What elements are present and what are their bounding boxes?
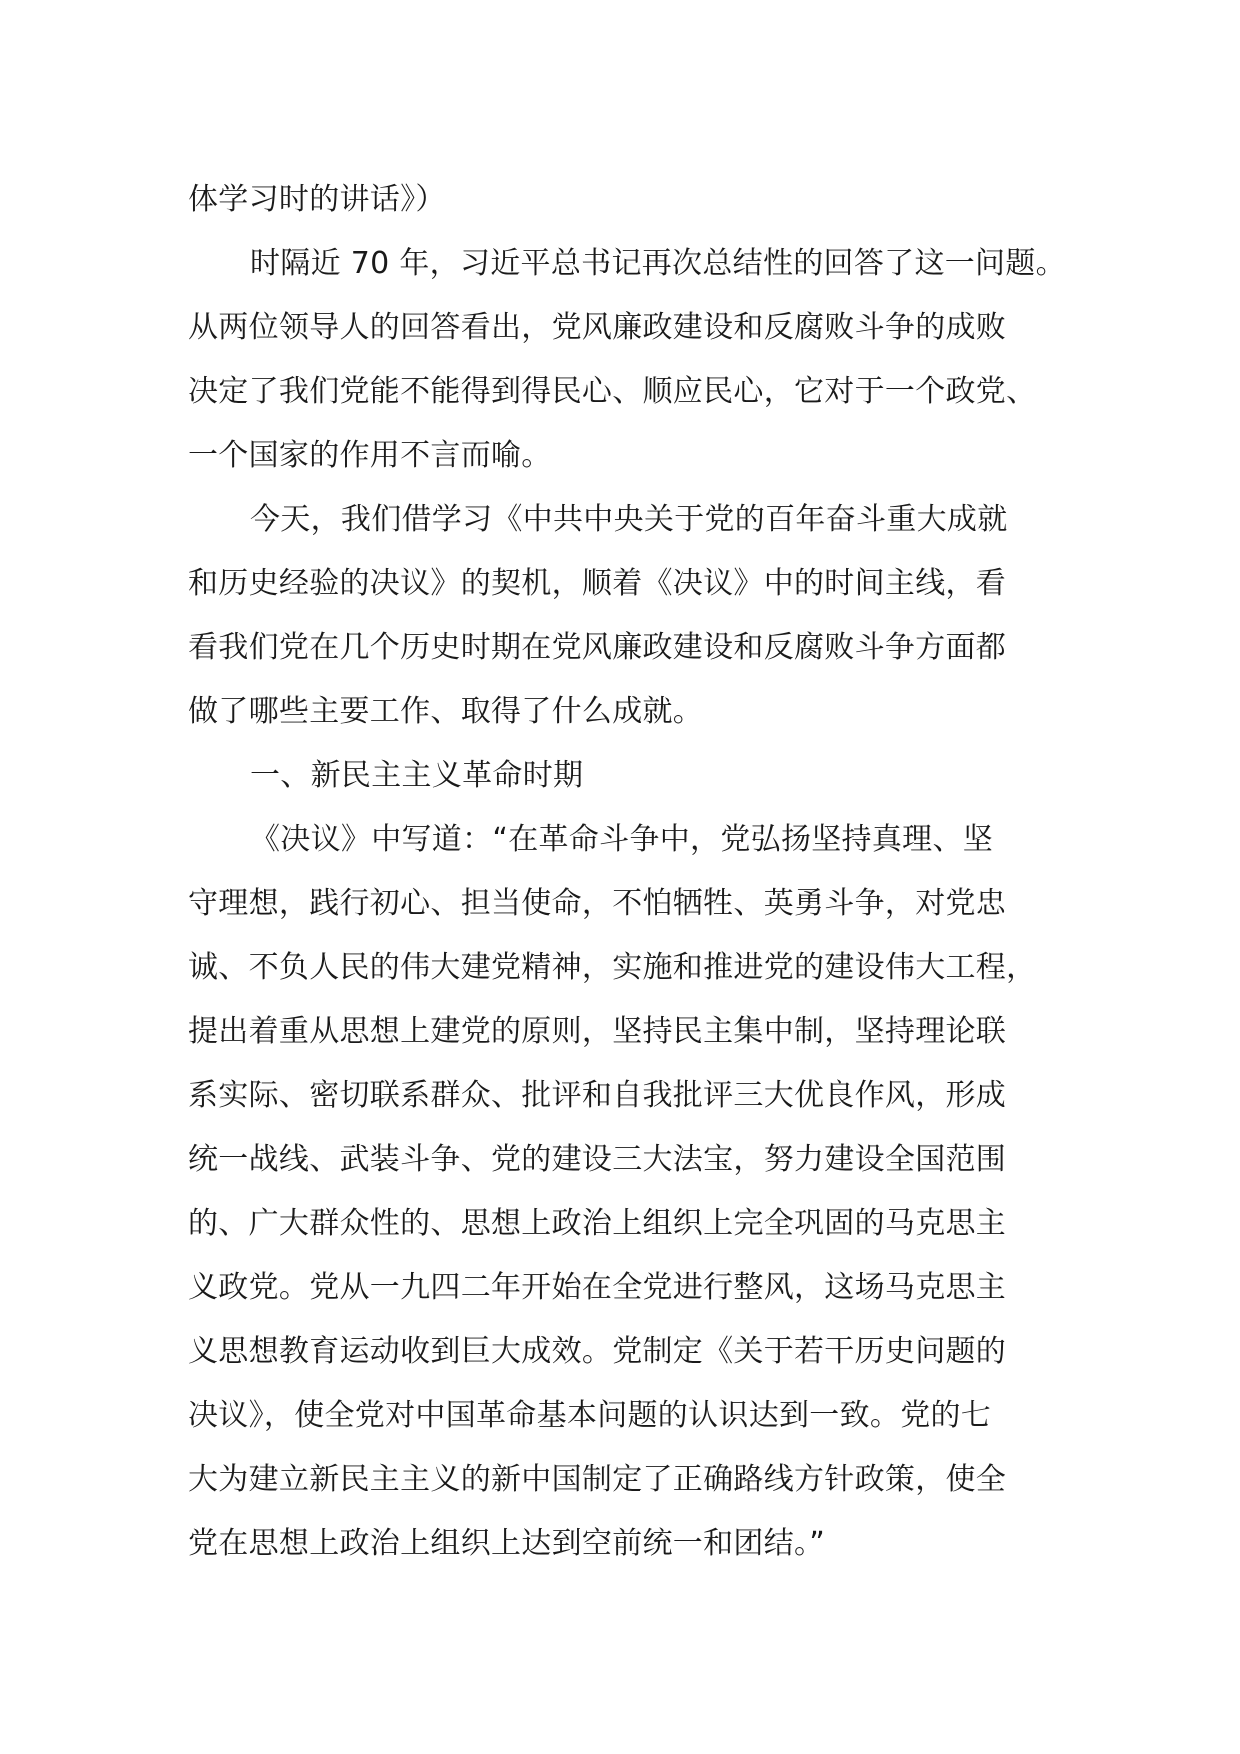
text-line: 诚、不负人民的伟大建党精神，实施和推进党的建设伟大工程， bbox=[188, 950, 1037, 985]
text-line: 义政党。党从一九四二年开始在全党进行整风，这场马克思主 bbox=[188, 1270, 1007, 1305]
text-line: 从两位领导人的回答看出，党风廉政建设和反腐败斗争的成败 bbox=[188, 310, 1007, 345]
text-line: 《决议》中写道：“在革命斗争中，党弘扬坚持真理、坚 bbox=[250, 822, 994, 857]
text-line: 时隔近 70 年，习近平总书记再次总结性的回答了这一问题。 bbox=[250, 246, 1066, 281]
text-line: 大为建立新民主主义的新中国制定了正确路线方针政策，使全 bbox=[188, 1462, 1007, 1497]
text-line: 义思想教育运动收到巨大成效。党制定《关于若干历史问题的 bbox=[188, 1334, 1007, 1369]
text-line: 守理想，践行初心、担当使命，不怕牺牲、英勇斗争，对党忠 bbox=[188, 886, 1007, 921]
text-line: 决议》，使全党对中国革命基本问题的认识达到一致。党的七 bbox=[188, 1398, 992, 1433]
text-line: 和历史经验的决议》的契机，顺着《决议》中的时间主线，看 bbox=[188, 566, 1007, 601]
text-line: 今天，我们借学习《中共中央关于党的百年奋斗重大成就 bbox=[250, 502, 1008, 537]
section-heading: 一、新民主主义革命时期 bbox=[250, 758, 584, 793]
text-line: 一个国家的作用不言而喻。 bbox=[188, 438, 552, 473]
text-line: 决定了我们党能不能得到得民心、顺应民心，它对于一个政党、 bbox=[188, 374, 1037, 409]
text-line: 提出着重从思想上建党的原则，坚持民主集中制，坚持理论联 bbox=[188, 1014, 1007, 1049]
text-line: 的、广大群众性的、思想上政治上组织上完全巩固的马克思主 bbox=[188, 1206, 1007, 1241]
text-line: 党在思想上政治上组织上达到空前统一和团结。” bbox=[188, 1526, 826, 1561]
text-line: 体学习时的讲话》） bbox=[188, 182, 446, 217]
text-line: 看我们党在几个历史时期在党风廉政建设和反腐败斗争方面都 bbox=[188, 630, 1007, 665]
body-text bbox=[188, 168, 1088, 1576]
text-line: 统一战线、武装斗争、党的建设三大法宝，努力建设全国范围 bbox=[188, 1142, 1007, 1177]
text-line: 做了哪些主要工作、取得了什么成就。 bbox=[188, 694, 704, 729]
text-line: 系实际、密切联系群众、批评和自我批评三大优良作风，形成 bbox=[188, 1078, 1007, 1113]
